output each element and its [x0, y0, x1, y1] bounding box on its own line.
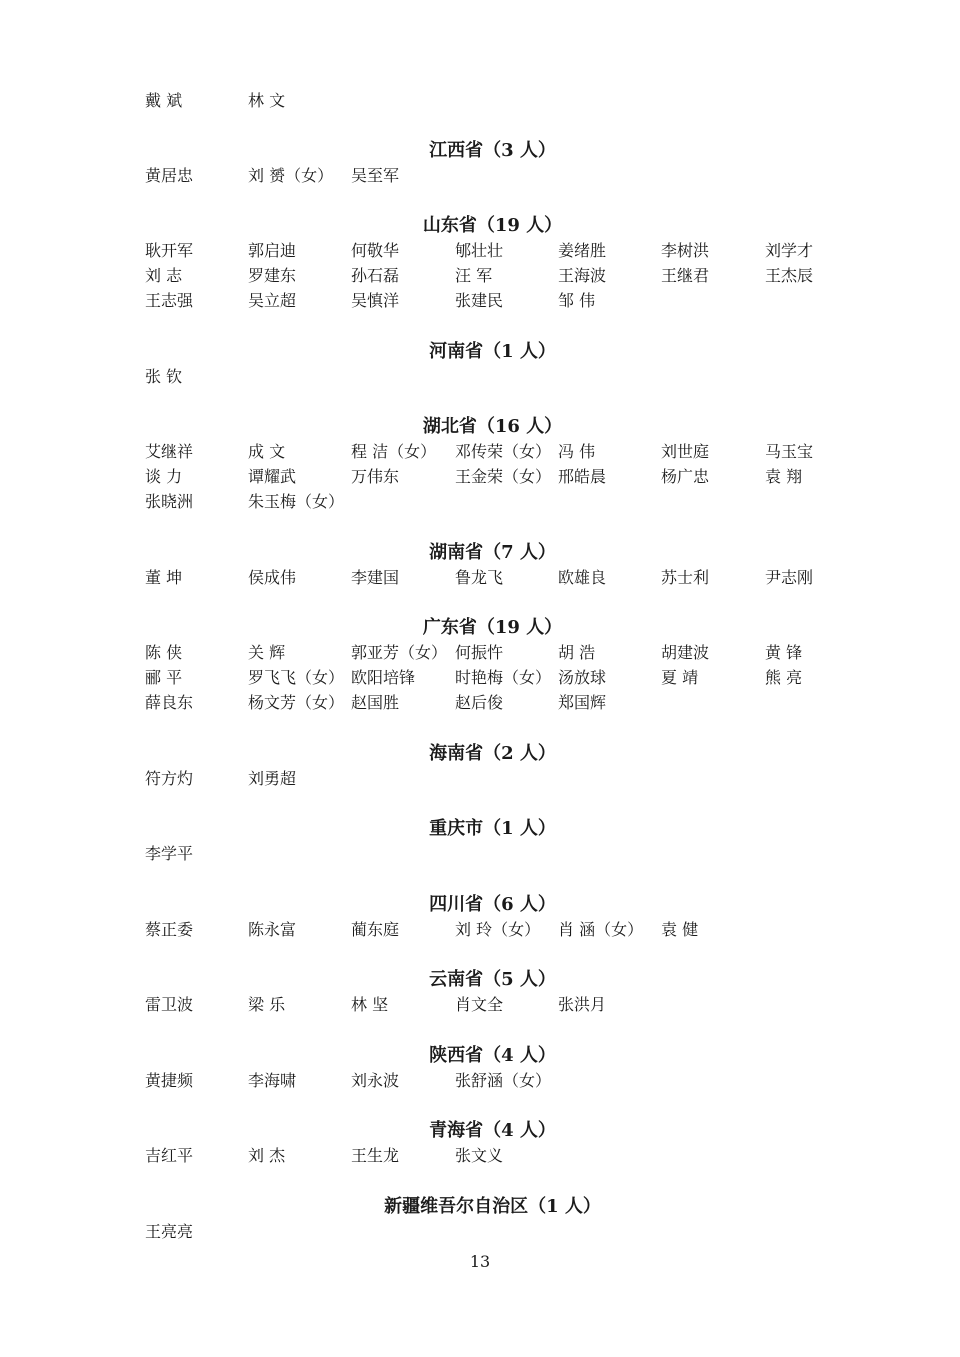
name-row: [145, 640, 825, 665]
person-name: 邢皓晨: [558, 467, 607, 487]
person-name: 姜绪胜: [558, 241, 607, 260]
person-name: 刘勇超: [248, 769, 297, 788]
person-name: 时艳梅（女）: [455, 668, 552, 688]
person-name: 马玉宝: [765, 442, 814, 461]
person-name: 王志强: [145, 291, 194, 311]
person-name: 汤放球: [558, 668, 607, 688]
person-name: 何振忤: [455, 643, 504, 662]
section-heading: 江西省（3 人）: [429, 140, 556, 161]
person-name: 陈 侠: [145, 643, 183, 662]
person-name: 王亮亮: [145, 1222, 194, 1241]
person-name: 苏士利: [661, 568, 710, 587]
person-name: 蔡正委: [145, 920, 194, 939]
person-name: 孙石磊: [351, 266, 400, 286]
person-name: 吴立超: [248, 291, 297, 311]
person-name: 郭启迪: [248, 241, 297, 260]
person-name: 郑国辉: [558, 693, 607, 713]
section-heading: 山东省（19 人）: [422, 215, 563, 236]
section-heading: 湖北省（16 人）: [422, 416, 563, 437]
name-row: [145, 263, 825, 288]
name-row: [145, 88, 825, 113]
name-row: [145, 1219, 825, 1244]
person-name: 何敬华: [351, 241, 400, 260]
person-name: 杨广忠: [661, 467, 710, 487]
person-name: 袁 健: [661, 920, 699, 939]
person-name: 刘 赟（女）: [248, 166, 334, 185]
name-row: [145, 288, 825, 313]
name-row: [145, 464, 825, 489]
person-name: 李建国: [351, 568, 400, 587]
name-row: [145, 690, 825, 715]
person-name: 王继君: [661, 266, 710, 286]
person-name: 程 洁（女）: [351, 442, 437, 461]
person-name: 赵国胜: [351, 693, 400, 713]
person-name: 艾继祥: [145, 442, 194, 461]
person-name: 罗飞飞（女）: [248, 668, 345, 688]
person-name: 邹 伟: [558, 291, 596, 311]
name-row: [145, 565, 825, 590]
page-number: 13: [469, 1252, 491, 1271]
section-heading: 云南省（5 人）: [429, 969, 556, 990]
section-heading: 湖南省（7 人）: [429, 542, 556, 563]
person-name: 尹志刚: [765, 568, 814, 587]
person-name: 杨文芳（女）: [248, 693, 345, 713]
person-name: 罗建东: [248, 266, 297, 286]
person-name: 郭亚芳（女）: [351, 643, 448, 662]
person-name: 张晓洲: [145, 492, 194, 512]
person-name: 肖文全: [455, 995, 504, 1014]
name-row: [145, 238, 825, 263]
name-row: [145, 665, 825, 690]
section-heading: 海南省（2 人）: [429, 743, 556, 764]
person-name: 刘 杰: [248, 1146, 286, 1165]
person-name: 谭耀武: [248, 467, 297, 487]
person-name: 雷卫波: [145, 995, 194, 1014]
person-name: 李海啸: [248, 1071, 297, 1090]
person-name: 刘 玲（女）: [455, 920, 541, 939]
name-row: [145, 364, 825, 389]
name-row: [145, 992, 825, 1017]
name-row: [145, 163, 825, 188]
person-name: 成 文: [248, 442, 286, 461]
person-name: 梁 乐: [248, 995, 286, 1014]
person-name: 王杰辰: [765, 266, 814, 286]
person-name: 吴至军: [351, 166, 400, 185]
person-name: 吉红平: [145, 1146, 194, 1165]
person-name: 刘世庭: [661, 442, 710, 461]
person-name: 蔺东庭: [351, 920, 400, 939]
person-name: 欧阳培锋: [351, 668, 416, 688]
person-name: 张建民: [455, 291, 504, 311]
person-name: 朱玉梅（女）: [248, 492, 345, 512]
person-name: 耿开军: [145, 241, 194, 260]
name-row: [145, 917, 825, 942]
section-heading: 四川省（6 人）: [429, 894, 556, 915]
person-name: 郇壮壮: [455, 241, 504, 260]
person-name: 万伟东: [351, 467, 400, 487]
person-name: 欧雄良: [558, 568, 607, 587]
name-row: [145, 841, 825, 866]
person-name: 邓传荣（女）: [455, 442, 552, 461]
person-name: 林 坚: [351, 995, 389, 1014]
person-name: 郦 平: [145, 668, 183, 688]
person-name: 黄捷频: [145, 1071, 194, 1090]
person-name: 符方灼: [145, 769, 194, 788]
person-name: 刘永波: [351, 1071, 400, 1090]
section-heading: 陕西省（4 人）: [429, 1045, 556, 1066]
person-name: 侯成伟: [248, 568, 297, 587]
name-row: [145, 1068, 825, 1093]
person-name: 薛良东: [145, 693, 194, 713]
person-name: 袁 翔: [765, 467, 803, 487]
name-row: [145, 766, 825, 791]
person-name: 黄 锋: [765, 643, 803, 662]
person-name: 夏 靖: [661, 668, 699, 688]
person-name: 张舒涵（女）: [455, 1071, 552, 1090]
name-row: [145, 439, 825, 464]
person-name: 李树洪: [661, 241, 710, 260]
person-name: 胡 浩: [558, 643, 596, 662]
person-name: 王海波: [558, 266, 607, 286]
person-name: 汪 军: [455, 266, 493, 286]
person-name: 张文义: [455, 1146, 504, 1165]
person-name: 李学平: [145, 844, 194, 863]
section-heading: 新疆维吾尔自治区（1 人）: [384, 1196, 601, 1217]
section-heading: 广东省（19 人）: [422, 617, 563, 638]
section-heading: 河南省（1 人）: [429, 341, 556, 362]
person-name: 胡建波: [661, 643, 710, 662]
person-name: 肖 涵（女）: [558, 920, 644, 939]
person-name: 黄居忠: [145, 166, 194, 185]
person-name: 鲁龙飞: [455, 568, 504, 587]
section-heading: 重庆市（1 人）: [429, 818, 556, 839]
person-name: 董 坤: [145, 568, 183, 587]
person-name: 戴 斌: [145, 91, 183, 110]
person-name: 陈永富: [248, 920, 297, 939]
person-name: 王生龙: [351, 1146, 400, 1165]
section-heading: 青海省（4 人）: [429, 1120, 556, 1141]
person-name: 林 文: [248, 91, 286, 110]
person-name: 关 辉: [248, 643, 286, 662]
person-name: 熊 亮: [765, 668, 803, 688]
person-name: 张洪月: [558, 995, 607, 1014]
name-row: [145, 1143, 825, 1168]
person-name: 吴慎洋: [351, 291, 400, 311]
name-row: [145, 489, 825, 514]
person-name: 张 钦: [145, 367, 183, 386]
person-name: 谈 力: [145, 467, 183, 487]
person-name: 王金荣（女）: [455, 467, 552, 487]
person-name: 冯 伟: [558, 442, 596, 461]
person-name: 刘 志: [145, 266, 183, 286]
person-name: 刘学才: [765, 241, 814, 260]
person-name: 赵后俊: [455, 693, 504, 713]
